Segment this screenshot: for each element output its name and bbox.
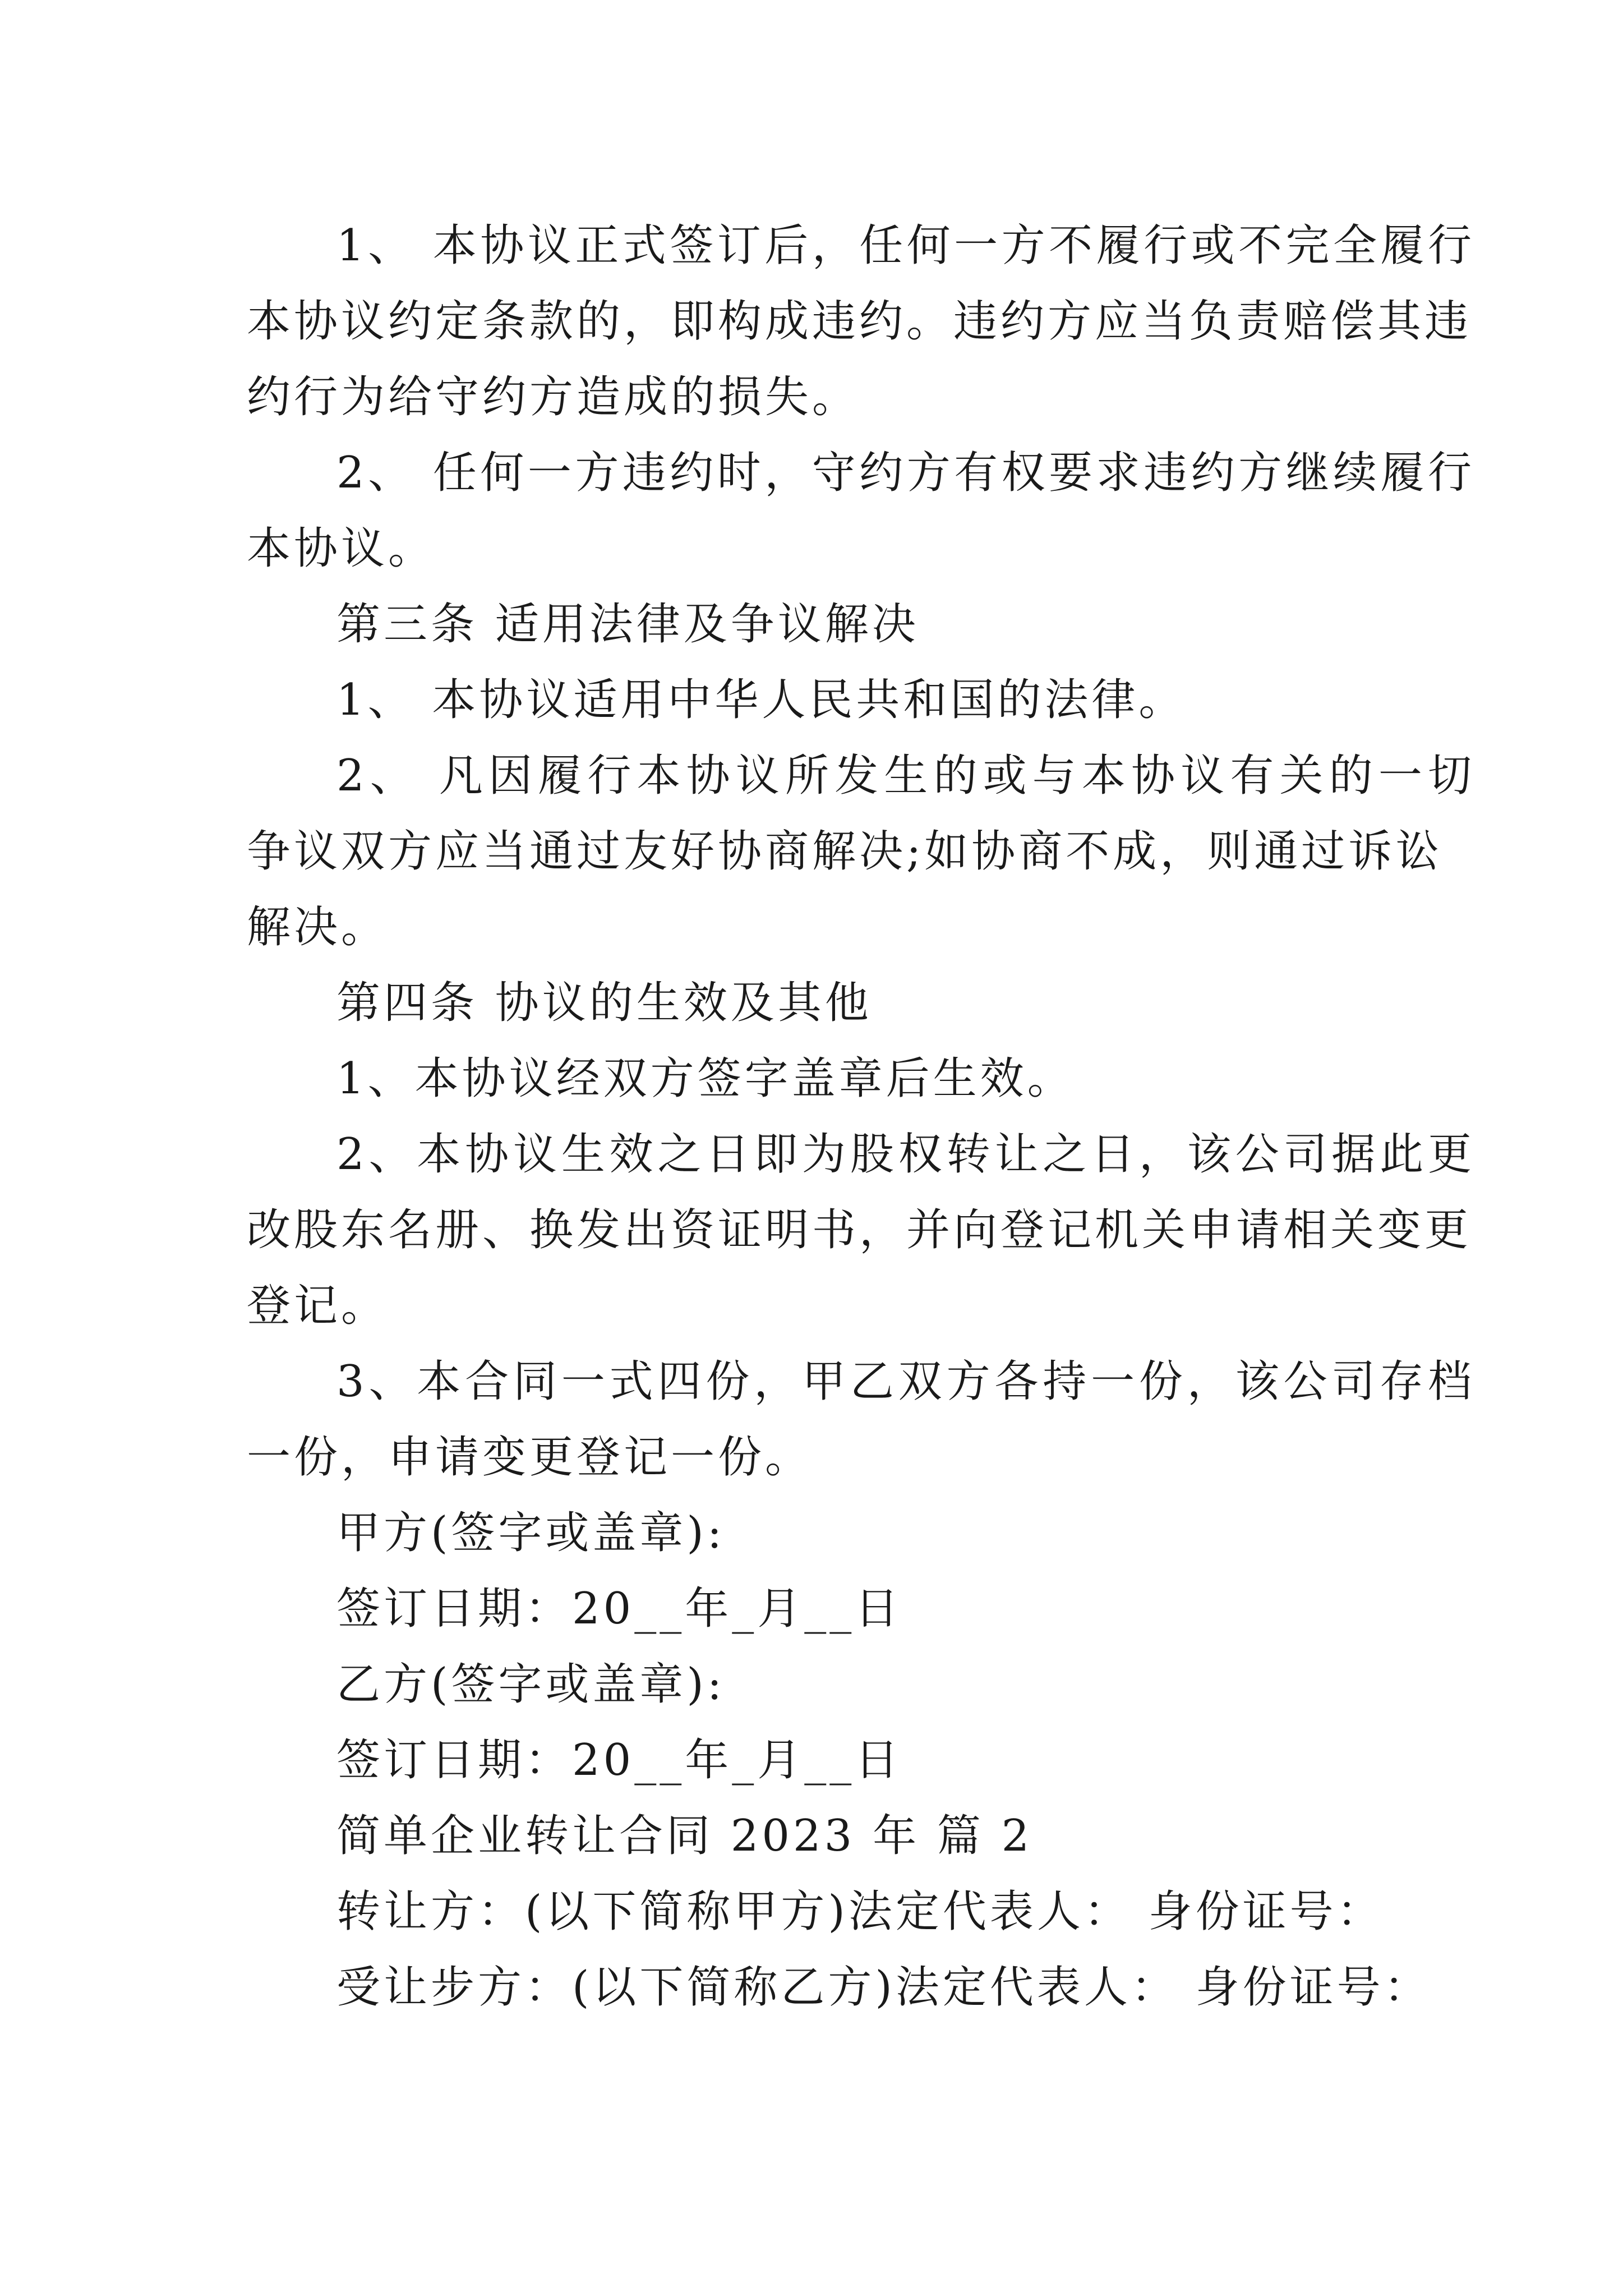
clause-2-2-line-2: 本协议。 — [247, 523, 436, 574]
article-4-heading: 第四条 协议的生效及其他 — [336, 978, 872, 1028]
party-a-sign-date: 签订日期：20__年_月__日 — [336, 1584, 902, 1634]
clause-2-1-line-2: 本协议约定条款的，即构成违约。违约方应当负责赔偿其违 — [247, 296, 1472, 347]
clause-4-2-line-2: 改股东名册、换发出资证明书，并向登记机关申请相关变更 — [247, 1205, 1472, 1255]
clause-2-1-line-3: 约行为给守约方造成的损失。 — [247, 372, 860, 422]
clause-3-2-line-1: 2、 凡因履行本协议所发生的或与本协议有关的一切 — [336, 751, 1475, 801]
clause-4-3-line-2: 一份，申请变更登记一份。 — [247, 1432, 813, 1483]
transferor-line: 转让方：(以下简称甲方)法定代表人： 身份证号： — [336, 1887, 1384, 1937]
clause-3-2-line-2: 争议双方应当通过友好协商解决;如协商不成，则通过诉讼 — [247, 826, 1443, 877]
clause-4-2-line-1: 2、本协议生效之日即为股权转让之日，该公司据此更 — [336, 1129, 1475, 1180]
section-title: 简单企业转让合同 2023 年 篇 2 — [336, 1811, 1033, 1861]
clause-2-1-line-1: 1、 本协议正式签订后，任何一方不履行或不完全履行 — [336, 220, 1475, 271]
clause-4-3-line-1: 3、本合同一式四份，甲乙双方各持一份，该公司存档 — [336, 1356, 1475, 1407]
clause-3-1: 1、 本协议适用中华人民共和国的法律。 — [336, 675, 1186, 725]
transferee-line: 受让步方：(以下简称乙方)法定代表人： 身份证号： — [336, 1962, 1431, 2013]
clause-4-1: 1、本协议经双方签字盖章后生效。 — [336, 1053, 1075, 1104]
party-b-signature: 乙方(签字或盖章): — [336, 1659, 726, 1710]
clause-3-2-line-3: 解决。 — [247, 902, 389, 953]
party-b-sign-date: 签订日期：20__年_月__日 — [336, 1735, 902, 1786]
article-3-heading: 第三条 适用法律及争议解决 — [336, 599, 919, 650]
clause-2-2-line-1: 2、 任何一方违约时，守约方有权要求违约方继续履行 — [336, 448, 1475, 498]
party-a-signature: 甲方(签字或盖章): — [336, 1508, 726, 1558]
clause-4-2-line-3: 登记。 — [247, 1281, 389, 1331]
